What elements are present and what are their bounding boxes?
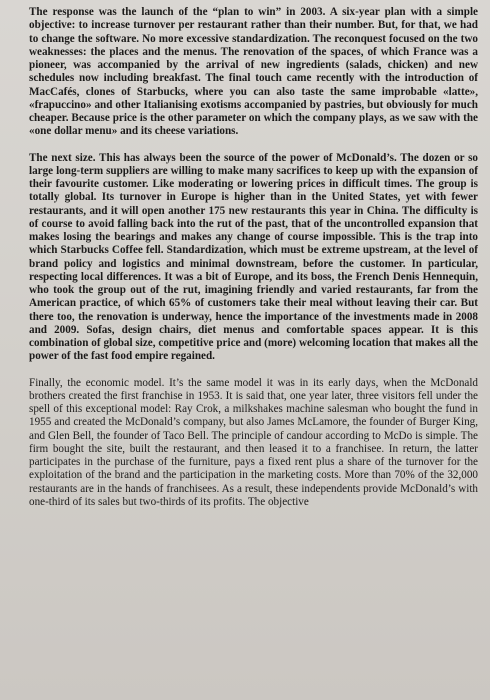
- paragraph-next-size: The next size. This has always been the source of the power of McDonald’s. The dozen or so large long-term suppliers are willing to make many sacrifices to keep up with the expansion of their favourite customer. Like moderating or lowering prices in difficult times. The group is totally global. Its turnover in Europe is higher than in the United States, yet with fewer restaurants, and it will open another 175 new restaurants this year in China. The difficulty is of course to avoid falling back into the rut of the past, that of the uncontrolled expansion that makes losing the bearings and makes any change of course impossible. This is the trap into which Starbucks Coffee fell. Standardization, which must be extreme upstream, at the level of brand policy and logistics and minimal downstream, before the customer. In particular, respecting local differences. It was a bit of Europe, and its boss, the French Denis Hennequin, who took the group out of the rut, imagining friendly and varied restaurants, far from the American practice, of which 65% of customers take their meal without leaving their car. But there too, the renovation is underway, hence the importance of the investments made in 2008 and 2009. Sofas, design chairs, diet menus and comfortable spaces appear. It is this combination of global size, competitive price and (more) welcoming location that makes all the power of the fast food empire regained.: [29, 151, 478, 363]
- paragraph-plan-to-win: The response was the launch of the “plan to win” in 2003. A six-year plan with a simple objective: to increase turnover per restaurant rather than their number. But, for that, we had to change the software. No more excessive standardization. The reconquest focused on the two weaknesses: the places and the menus. The renovation of the spaces, of which France was a pioneer, was accompanied by the arrival of new ingredients (salads, chicken) and new schedules now including breakfast. The final touch came recently with the introduction of MacCafés, clones of Starbucks, where you can also taste the same improbable «latte», «frapuccino» and other Italianising exotisms accompanied by pastries, but obviously for much cheaper. Because price is the other parameter on which the company plays, as we saw with the «one dollar menu» and its cheese variations.: [29, 6, 478, 138]
- paragraph-economic-model: Finally, the economic model. It’s the same model it was in its early days, when the McDonald brothers created the first franchise in 1953. It is said that, one year later, three visitors fell under the spell of this exceptional model: Ray Crok, a milkshakes machine salesman who bought the fund in 1955 and created the McDonald’s company, but also James McLamore, the founder of Burger King, and Glen Bell, the founder of Taco Bell. The principle of candour according to McDo is simple. The firm bought the site, built the restaurant, and then leased it to a franchisee. In return, the latter participates in the purchase of the furniture, pays a fixed rent plus a share of the turnover for the exploitation of the brand and the participation in the marketing costs. More than 70% of the 32,000 restaurants are in the hands of franchisees. As a result, these independents provide McDonald’s with one-third of its sales but two-thirds of its profits. The objective: [29, 376, 478, 508]
